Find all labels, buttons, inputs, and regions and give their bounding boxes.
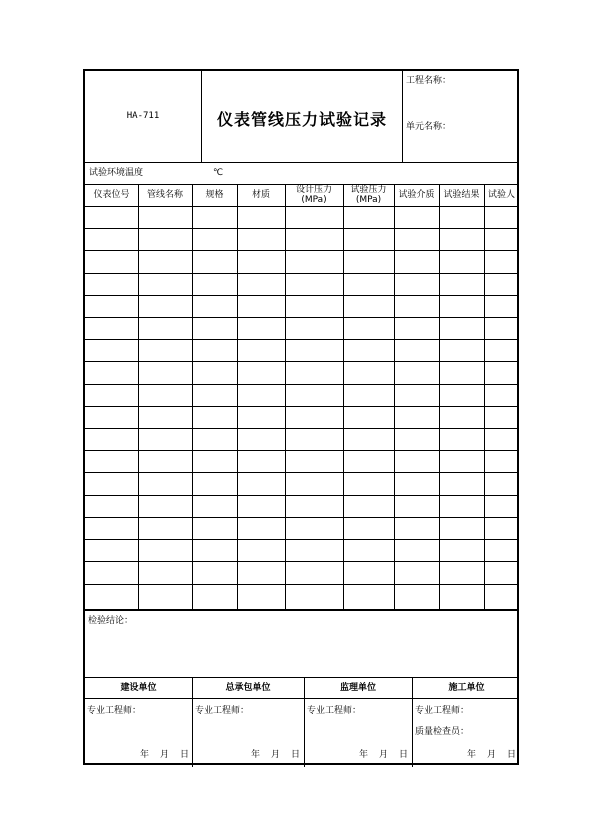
col-header-test-pressure: 试验压力 — [350, 185, 387, 195]
signoff-epc-unit: 总承包单位 — [225, 683, 271, 693]
table-row-line — [85, 317, 517, 318]
construction-engineer-label: 专业工程师： — [415, 706, 470, 716]
owner-date-day: 日 — [180, 750, 190, 760]
table-row-line — [85, 539, 517, 540]
unit-name-label: 单元名称： — [406, 122, 452, 132]
table-row-line — [85, 584, 517, 585]
table-row-line — [85, 250, 517, 251]
table-row-line — [85, 295, 517, 296]
epc-engineer-label: 专业工程师： — [195, 706, 250, 716]
table-row-line — [85, 450, 517, 451]
form-title: 仪表管线压力试验记录 — [216, 110, 387, 129]
col-line — [394, 184, 395, 609]
supervision-date-day: 日 — [399, 750, 409, 760]
table-row-line — [85, 384, 517, 385]
col-line — [237, 184, 238, 609]
supervision-engineer-label: 专业工程师： — [307, 706, 362, 716]
signoff-supervision-unit: 监理单位 — [339, 683, 376, 693]
signoff-header-line — [85, 698, 517, 699]
project-name-label: 工程名称： — [406, 76, 452, 86]
col-header-line-name: 管线名称 — [146, 190, 183, 200]
col-header-design-pressure-unit: (MPa) — [301, 195, 327, 205]
table-row-line — [85, 517, 517, 518]
form-code: HA-711 — [126, 111, 160, 121]
col-line — [439, 184, 440, 609]
supervision-date-month: 月 — [379, 750, 389, 760]
construction-inspector-label: 质量检查员： — [415, 727, 470, 737]
col-header-tag: 仪表位号 — [93, 190, 130, 200]
record-form — [83, 69, 519, 765]
col-line — [138, 184, 139, 609]
col-header-result: 试验结果 — [443, 190, 480, 200]
col-line — [343, 184, 344, 609]
owner-date-month: 月 — [160, 750, 170, 760]
table-row-line — [85, 228, 517, 229]
owner-date-year: 年 — [140, 750, 150, 760]
col-header-tester: 试验人 — [487, 190, 515, 200]
construction-date-month: 月 — [487, 750, 497, 760]
signoff-owner-unit: 建设单位 — [120, 683, 157, 693]
table-row-line — [85, 273, 517, 274]
table-bottom-line — [85, 609, 517, 611]
col-header-test-pressure-unit: (MPa) — [355, 195, 382, 205]
col-line — [192, 184, 193, 609]
header-bottom-line — [85, 162, 517, 163]
col-line — [285, 184, 286, 609]
col-header-medium: 试验介质 — [398, 190, 435, 200]
table-row-line — [85, 339, 517, 340]
table-row-line — [85, 406, 517, 407]
epc-date-year: 年 — [251, 750, 261, 760]
owner-engineer-label: 专业工程师： — [87, 706, 142, 716]
col-header-design-pressure: 设计压力 — [295, 185, 332, 195]
table-row-line — [85, 495, 517, 496]
col-header-material: 材质 — [251, 190, 270, 200]
construction-date-year: 年 — [467, 750, 477, 760]
table-row-line — [85, 361, 517, 362]
supervision-date-year: 年 — [359, 750, 369, 760]
epc-date-day: 日 — [291, 750, 301, 760]
table-row-line — [85, 561, 517, 562]
conclusion-label: 检验结论： — [88, 616, 134, 626]
col-header-spec: 规格 — [205, 190, 224, 200]
signoff-construction-unit: 施工单位 — [448, 683, 485, 693]
table-row-line — [85, 472, 517, 473]
epc-date-month: 月 — [271, 750, 281, 760]
col-line — [484, 184, 485, 609]
conclusion-bottom-line — [85, 677, 517, 678]
construction-date-day: 日 — [507, 750, 517, 760]
env-temp-unit: ℃ — [213, 168, 224, 178]
table-row-line — [85, 428, 517, 429]
env-temp-label: 试验环境温度 — [89, 168, 144, 178]
header-divider-right — [402, 71, 403, 162]
table-row-line — [85, 206, 517, 207]
